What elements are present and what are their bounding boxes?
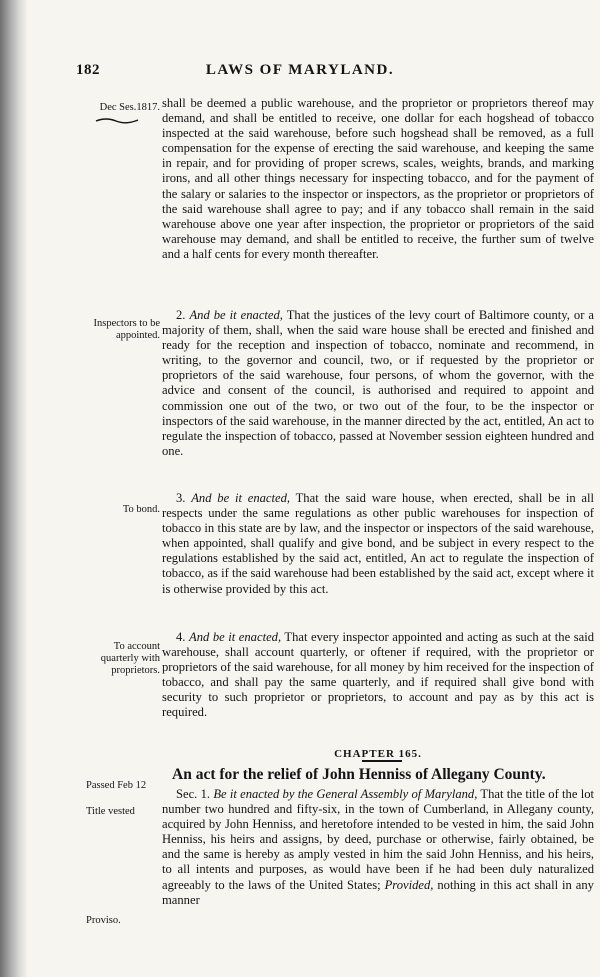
margin-note-inspectors: Inspectors to be appointed. bbox=[93, 318, 160, 341]
section-2-number: 2. bbox=[176, 308, 190, 322]
chapter-section-number: Sec. 1. bbox=[176, 787, 214, 801]
section-2-text bbox=[162, 308, 594, 459]
chapter-165-section-1 bbox=[162, 787, 594, 908]
margin-note-session: Dec Ses.1817. bbox=[99, 102, 160, 113]
chapter-enacting-clause: Be it enacted by the General Assembly of Maryland, bbox=[213, 787, 478, 801]
section-3-enacting-clause: And be it enacted, bbox=[191, 491, 291, 505]
binding-shadow bbox=[0, 0, 28, 977]
section-1-text bbox=[162, 96, 594, 262]
page-number: 182 bbox=[76, 62, 100, 78]
margin-note-passed: Passed Feb 12 bbox=[86, 780, 147, 791]
section-3-text bbox=[162, 491, 594, 597]
chapter-165-text bbox=[162, 787, 594, 908]
margin-note-title-vested: Title vested bbox=[86, 806, 135, 817]
chapter-heading: CHAPTER 165. bbox=[334, 748, 422, 760]
section-2-enacting-clause: And be it enacted, bbox=[189, 308, 283, 322]
section-4-enacting-clause: And be it enacted, bbox=[189, 630, 282, 644]
running-title: LAWS OF MARYLAND. bbox=[205, 62, 395, 78]
margin-note-proviso: Proviso. bbox=[86, 915, 121, 926]
session-flourish bbox=[94, 116, 140, 124]
provided-clause: Provided, bbox=[384, 877, 434, 892]
section-3-paragraph bbox=[162, 491, 594, 597]
opening-paragraph: shall be deemed a public warehouse, and the proprietor or proprietors thereof may demand, and shall be entitled to receive, one dollar for each hogshead of tobacco inspected at the said warehouse, before such hogshead shall be removed, as a full compensation for the expense of erecting the said warehouse, and keeping the same in repair, and for providing of proper screws, scales, weights, brands, and marking irons, and all other things necessary for inspecting tobacco, and for the payment of the salary or salaries to the inspector or inspectors, as the proprietor or proprietors of the said warehouse shall agree to pay; and if any tobacco shall remain in the said warehouse above one year after inspection, the proprietor or proprietors of the said warehouse may demand, and shall be entitled to receive, the further sum of twelve and a half cents for every month thereafter. bbox=[162, 96, 594, 261]
act-title: An act for the relief of John Henniss of Allegany County. bbox=[172, 766, 546, 783]
margin-note-account: To account quarterly with proprietors. bbox=[100, 641, 160, 676]
margin-note-bond: To bond. bbox=[122, 504, 160, 515]
chapter-rule bbox=[362, 760, 402, 762]
section-3-body: That the said ware house, when erected, shall be in all respects under the same regulations as other public warehouses for inspection of tobacco in this state are by law, and the inspector or inspectors of the said warehouse, when appointed, shall qualify and give bond, and be subject in every respect to the regulations established by the said act, entitled, An act to regulate the inspection of tobacco, as if the said warehouse had been established by the said act, except where it is otherwise provided by this act. bbox=[162, 491, 595, 596]
section-4-text bbox=[162, 630, 594, 721]
section-4-paragraph bbox=[162, 630, 594, 721]
page-header bbox=[0, 62, 600, 82]
section-4-number: 4. bbox=[176, 630, 189, 644]
section-2-paragraph bbox=[162, 308, 594, 459]
chapter-section-tail: nothing in this act shall in any manner bbox=[162, 877, 594, 907]
section-3-number: 3. bbox=[176, 491, 192, 505]
chapter-section-body: That the title of the lot number two hundred and fifty-six, in the town of Cumberland, in Allegany county, acquired by John Henniss, and heretofore intended to be vested in him, the said John Henniss, his heirs and assigns, by deed, purchase or otherwise, fairly obtained, be and the same is hereby as amply vested in him the said John Henniss, and his heirs, to all intents and purposes, as would have been if he had been duly naturalized agreeably to the laws of the United States; bbox=[162, 787, 594, 892]
section-2-body: That the justices of the levy court of Baltimore county, or a majority of them, shall, when the said ware house shall be erected and finished and ready for the reception and inspection of tobacco, nominate and recommend, in writing, to the governor and council, two, or if requested by the proprietor or proprietors of the said warehouse, four persons, of whom the governor, with the advice and consent of the council, is authorised and required to appoint and commission one out of the two, or two out of the four, to be the inspector or inspectors of the said warehouse, in the manner directed by the act, entitled, An act to regulate the inspection of tobacco, passed at November session eighteen hundred and one. bbox=[162, 308, 594, 458]
section-4-body: That every inspector appointed and acting as such at the said warehouse, shall account quarterly, or oftener if required, with the proprietor or proprietors of the said warehouse, for all money by him received for the inspection of tobacco, and shall pay the same quarterly, and if required shall give bond with security to such proprietor or proprietors, to account and pay as by this act is required. bbox=[162, 630, 594, 720]
